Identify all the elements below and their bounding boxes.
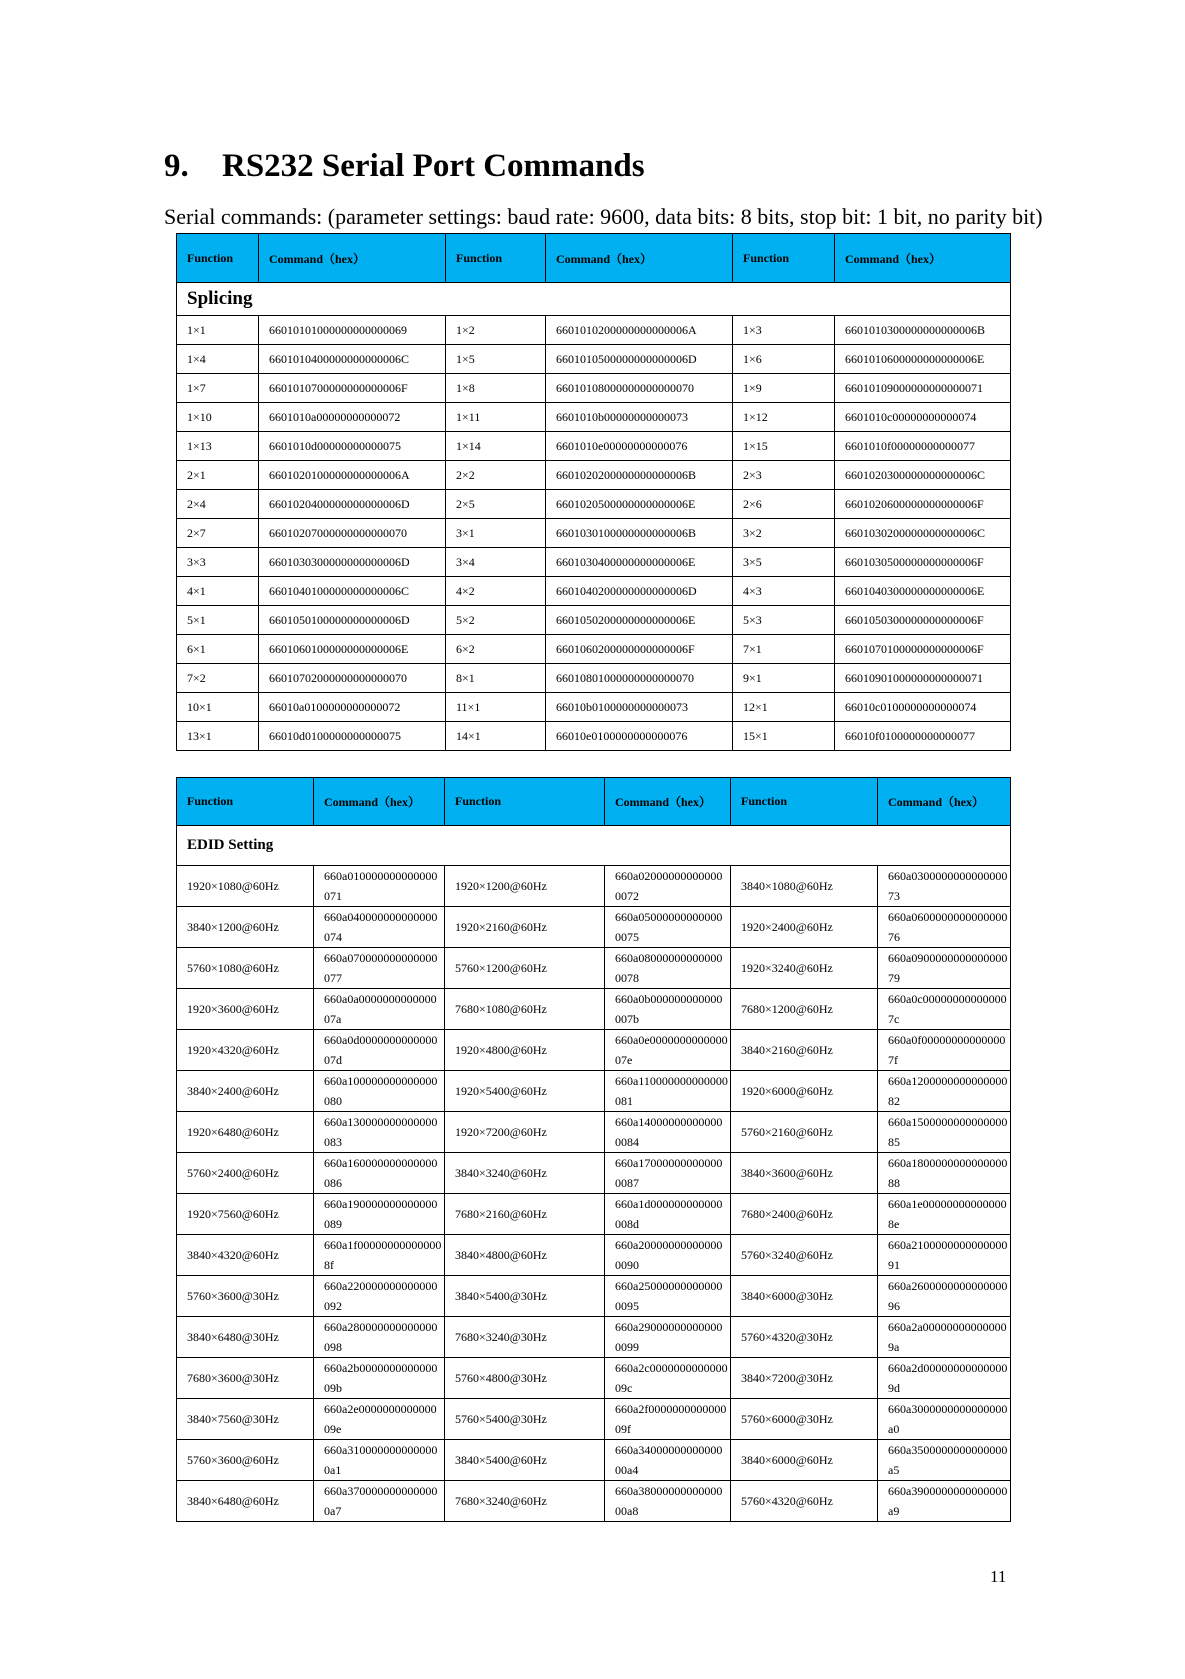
command-cell: 660a120000000000000082 — [878, 1071, 1011, 1112]
section-row — [177, 826, 1011, 866]
command-cell: 6601040100000000000006C — [259, 577, 446, 606]
command-cell: 660a1e000000000000008e — [878, 1194, 1011, 1235]
command-cell: 6601040200000000000006D — [546, 577, 733, 606]
function-cell: 5760×4320@30Hz — [731, 1317, 878, 1358]
page-number: 11 — [990, 1567, 1007, 1586]
table-row — [177, 1071, 1011, 1112]
command-cell: 660a110000000000000081 — [605, 1071, 731, 1112]
function-cell: 1×14 — [446, 432, 546, 461]
function-cell: 7680×3240@60Hz — [445, 1481, 605, 1522]
table-row — [177, 1317, 1011, 1358]
function-column-header: Function — [446, 234, 546, 283]
function-cell: 1920×3240@60Hz — [731, 948, 878, 989]
function-cell: 4×3 — [733, 577, 835, 606]
function-cell: 7×2 — [177, 664, 259, 693]
command-cell: 6601010c00000000000074 — [835, 403, 1011, 432]
function-cell: 5760×3600@30Hz — [177, 1276, 314, 1317]
function-cell: 5×3 — [733, 606, 835, 635]
function-cell: 3840×7560@30Hz — [177, 1399, 314, 1440]
command-cell: 6601010e00000000000076 — [546, 432, 733, 461]
command-cell: 66010109000000000000071 — [835, 374, 1011, 403]
command-cell: 660a260000000000000096 — [878, 1276, 1011, 1317]
command-cell: 6601020100000000000006A — [259, 461, 446, 490]
command-cell: 660a080000000000000078 — [605, 948, 731, 989]
command-column-header: Command（hex） — [259, 234, 446, 283]
function-cell: 6×1 — [177, 635, 259, 664]
command-cell: 66010901000000000000071 — [835, 664, 1011, 693]
function-cell: 3840×3240@60Hz — [445, 1153, 605, 1194]
function-cell: 1×11 — [446, 403, 546, 432]
table-row — [177, 577, 1011, 606]
function-cell: 14×1 — [446, 722, 546, 751]
function-cell: 8×1 — [446, 664, 546, 693]
function-cell: 1920×2400@60Hz — [731, 907, 878, 948]
function-cell: 7680×1200@60Hz — [731, 989, 878, 1030]
command-column-header: Command（hex） — [878, 778, 1011, 826]
function-cell: 3840×1080@60Hz — [731, 866, 878, 907]
command-cell: 660a290000000000000099 — [605, 1317, 731, 1358]
table-row — [177, 907, 1011, 948]
function-cell: 5×2 — [446, 606, 546, 635]
function-cell: 3840×4800@60Hz — [445, 1235, 605, 1276]
command-cell: 6601070100000000000006F — [835, 635, 1011, 664]
table-row — [177, 1235, 1011, 1276]
function-cell: 12×1 — [733, 693, 835, 722]
command-cell: 6601030400000000000006E — [546, 548, 733, 577]
command-cell: 660a010000000000000071 — [314, 866, 445, 907]
command-cell: 660a190000000000000089 — [314, 1194, 445, 1235]
function-cell: 1920×4800@60Hz — [445, 1030, 605, 1071]
function-cell: 5×1 — [177, 606, 259, 635]
function-cell: 3840×4320@60Hz — [177, 1235, 314, 1276]
table-row — [177, 664, 1011, 693]
section-row — [177, 283, 1011, 316]
page-title — [164, 144, 645, 188]
edid-table-body — [177, 826, 1011, 1522]
command-cell: 660a3700000000000000a7 — [314, 1481, 445, 1522]
table-row — [177, 1481, 1011, 1522]
function-cell: 5760×2160@60Hz — [731, 1112, 878, 1153]
table-row — [177, 866, 1011, 907]
command-cell: 660a1d000000000000008d — [605, 1194, 731, 1235]
function-cell: 6×2 — [446, 635, 546, 664]
command-cell: 660a150000000000000085 — [878, 1112, 1011, 1153]
command-cell: 6601010a00000000000072 — [259, 403, 446, 432]
command-cell: 6601030100000000000006B — [546, 519, 733, 548]
command-cell: 660a070000000000000077 — [314, 948, 445, 989]
table-row — [177, 432, 1011, 461]
function-cell: 1920×4320@60Hz — [177, 1030, 314, 1071]
table-row — [177, 1030, 1011, 1071]
command-cell: 6601010d00000000000075 — [259, 432, 446, 461]
function-cell: 3840×1200@60Hz — [177, 907, 314, 948]
function-cell: 2×1 — [177, 461, 259, 490]
table-header-row — [177, 234, 1011, 283]
command-cell: 660a100000000000000080 — [314, 1071, 445, 1112]
function-cell: 15×1 — [733, 722, 835, 751]
command-cell: 660a2f000000000000009f — [605, 1399, 731, 1440]
function-cell: 1920×1200@60Hz — [445, 866, 605, 907]
function-cell: 11×1 — [446, 693, 546, 722]
command-cell: 660a280000000000000098 — [314, 1317, 445, 1358]
function-cell: 3840×2160@60Hz — [731, 1030, 878, 1071]
command-cell: 660a0e000000000000007e — [605, 1030, 731, 1071]
function-cell: 1×3 — [733, 316, 835, 345]
command-cell: 660a3000000000000000a0 — [878, 1399, 1011, 1440]
command-cell: 660a1f000000000000008f — [314, 1235, 445, 1276]
function-cell: 1920×5400@60Hz — [445, 1071, 605, 1112]
command-cell: 660a040000000000000074 — [314, 907, 445, 948]
function-cell: 1×7 — [177, 374, 259, 403]
table-row — [177, 1153, 1011, 1194]
command-cell: 660a3500000000000000a5 — [878, 1440, 1011, 1481]
function-cell: 1920×3600@60Hz — [177, 989, 314, 1030]
command-cell: 6601030300000000000006D — [259, 548, 446, 577]
command-cell: 66010c0100000000000074 — [835, 693, 1011, 722]
function-cell: 1×4 — [177, 345, 259, 374]
function-cell: 1×6 — [733, 345, 835, 374]
function-cell: 10×1 — [177, 693, 259, 722]
section-title: RS232 Serial Port Commands — [222, 148, 645, 184]
function-cell: 1×10 — [177, 403, 259, 432]
function-cell: 5760×1080@60Hz — [177, 948, 314, 989]
command-cell: 6601020500000000000006E — [546, 490, 733, 519]
table-row — [177, 345, 1011, 374]
table-row — [177, 606, 1011, 635]
function-cell: 2×6 — [733, 490, 835, 519]
table-row — [177, 1194, 1011, 1235]
command-cell: 660a0f000000000000007f — [878, 1030, 1011, 1071]
table-row — [177, 1440, 1011, 1481]
function-cell: 3840×5400@30Hz — [445, 1276, 605, 1317]
function-cell: 7×1 — [733, 635, 835, 664]
table-row — [177, 1358, 1011, 1399]
command-cell: 6601030200000000000006C — [835, 519, 1011, 548]
command-cell: 66010108000000000000070 — [546, 374, 733, 403]
function-cell: 5760×6000@30Hz — [731, 1399, 878, 1440]
function-column-header: Function — [731, 778, 878, 826]
command-cell: 6601020400000000000006D — [259, 490, 446, 519]
function-cell: 5760×4320@60Hz — [731, 1481, 878, 1522]
splicing-table-body — [177, 283, 1011, 751]
table-row — [177, 461, 1011, 490]
command-cell: 660a2a000000000000009a — [878, 1317, 1011, 1358]
command-cell: 6601010300000000000006B — [835, 316, 1011, 345]
table-row — [177, 403, 1011, 432]
table-row — [177, 1276, 1011, 1317]
function-cell: 13×1 — [177, 722, 259, 751]
section-number: 9. — [164, 148, 189, 184]
table-row — [177, 548, 1011, 577]
function-cell: 1×15 — [733, 432, 835, 461]
function-cell: 3840×7200@30Hz — [731, 1358, 878, 1399]
command-cell: 660a030000000000000073 — [878, 866, 1011, 907]
splicing-command-table — [176, 233, 1011, 751]
command-cell: 66010a0100000000000072 — [259, 693, 446, 722]
function-cell: 2×2 — [446, 461, 546, 490]
table-row — [177, 316, 1011, 345]
function-cell: 3×1 — [446, 519, 546, 548]
command-cell: 6601060200000000000006F — [546, 635, 733, 664]
table-row — [177, 635, 1011, 664]
function-cell: 1920×2160@60Hz — [445, 907, 605, 948]
function-cell: 5760×2400@60Hz — [177, 1153, 314, 1194]
function-cell: 1×2 — [446, 316, 546, 345]
command-cell: 660a140000000000000084 — [605, 1112, 731, 1153]
function-cell: 7680×1080@60Hz — [445, 989, 605, 1030]
function-column-header: Function — [177, 234, 259, 283]
function-cell: 1×13 — [177, 432, 259, 461]
command-cell: 660a250000000000000095 — [605, 1276, 731, 1317]
function-cell: 5760×3600@60Hz — [177, 1440, 314, 1481]
command-cell: 660a2c000000000000009c — [605, 1358, 731, 1399]
function-cell: 9×1 — [733, 664, 835, 693]
function-cell: 5760×5400@30Hz — [445, 1399, 605, 1440]
table-header-row — [177, 778, 1011, 826]
command-cell: 6601010200000000000006A — [546, 316, 733, 345]
command-cell: 6601030500000000000006F — [835, 548, 1011, 577]
function-cell: 7680×3600@30Hz — [177, 1358, 314, 1399]
command-cell: 6601010500000000000006D — [546, 345, 733, 374]
command-cell: 660a180000000000000088 — [878, 1153, 1011, 1194]
command-cell: 6601020300000000000006C — [835, 461, 1011, 490]
command-cell: 66010207000000000000070 — [259, 519, 446, 548]
table-row — [177, 490, 1011, 519]
command-cell: 660a050000000000000075 — [605, 907, 731, 948]
function-cell: 1×5 — [446, 345, 546, 374]
command-cell: 660a200000000000000090 — [605, 1235, 731, 1276]
edid-section-label: EDID Setting — [177, 826, 1011, 866]
function-cell: 7680×3240@30Hz — [445, 1317, 605, 1358]
command-cell: 660a130000000000000083 — [314, 1112, 445, 1153]
table-row — [177, 1112, 1011, 1153]
command-cell: 660a060000000000000076 — [878, 907, 1011, 948]
command-cell: 660a210000000000000091 — [878, 1235, 1011, 1276]
command-cell: 660a0b000000000000007b — [605, 989, 731, 1030]
command-column-header: Command（hex） — [835, 234, 1011, 283]
function-cell: 4×1 — [177, 577, 259, 606]
table-row — [177, 374, 1011, 403]
command-cell: 660a3400000000000000a4 — [605, 1440, 731, 1481]
function-cell: 1×12 — [733, 403, 835, 432]
edid-command-table — [176, 777, 1011, 1522]
function-cell: 3840×6480@60Hz — [177, 1481, 314, 1522]
command-column-header: Command（hex） — [546, 234, 733, 283]
command-cell: 660a020000000000000072 — [605, 866, 731, 907]
command-cell: 660a3100000000000000a1 — [314, 1440, 445, 1481]
function-cell: 1×8 — [446, 374, 546, 403]
command-cell: 6601010600000000000006E — [835, 345, 1011, 374]
command-cell: 66010f0100000000000077 — [835, 722, 1011, 751]
function-cell: 1920×7560@60Hz — [177, 1194, 314, 1235]
function-cell: 3×5 — [733, 548, 835, 577]
function-cell: 3840×6480@30Hz — [177, 1317, 314, 1358]
command-column-header: Command（hex） — [605, 778, 731, 826]
function-cell: 1920×6000@60Hz — [731, 1071, 878, 1112]
command-cell: 66010b0100000000000073 — [546, 693, 733, 722]
function-cell: 5760×4800@30Hz — [445, 1358, 605, 1399]
function-cell: 3×2 — [733, 519, 835, 548]
function-cell: 2×4 — [177, 490, 259, 519]
command-cell: 66010702000000000000070 — [259, 664, 446, 693]
command-cell: 660a0c000000000000007c — [878, 989, 1011, 1030]
command-cell: 660a0d000000000000007d — [314, 1030, 445, 1071]
function-cell: 2×7 — [177, 519, 259, 548]
function-cell: 3840×5400@60Hz — [445, 1440, 605, 1481]
command-cell: 66010801000000000000070 — [546, 664, 733, 693]
command-cell: 6601040300000000000006E — [835, 577, 1011, 606]
function-column-header: Function — [733, 234, 835, 283]
command-cell: 660a0a000000000000007a — [314, 989, 445, 1030]
command-cell: 66010d0100000000000075 — [259, 722, 446, 751]
function-cell: 3840×6000@60Hz — [731, 1440, 878, 1481]
command-cell: 6601050100000000000006D — [259, 606, 446, 635]
command-cell: 66010101000000000000069 — [259, 316, 446, 345]
function-cell: 3×4 — [446, 548, 546, 577]
function-column-header: Function — [445, 778, 605, 826]
table-row — [177, 519, 1011, 548]
table-row — [177, 948, 1011, 989]
command-cell: 66010e0100000000000076 — [546, 722, 733, 751]
function-cell: 1920×6480@60Hz — [177, 1112, 314, 1153]
command-cell: 660a2b000000000000009b — [314, 1358, 445, 1399]
table-row — [177, 722, 1011, 751]
command-cell: 660a170000000000000087 — [605, 1153, 731, 1194]
table-row — [177, 693, 1011, 722]
function-cell: 7680×2400@60Hz — [731, 1194, 878, 1235]
command-cell: 6601060100000000000006E — [259, 635, 446, 664]
serial-settings-description: Serial commands: (parameter settings: baud rate: 9600, data bits: 8 bits, stop bit: 1 bit, no parity bit) — [164, 204, 1043, 229]
command-cell: 660a2e000000000000009e — [314, 1399, 445, 1440]
function-cell: 1920×7200@60Hz — [445, 1112, 605, 1153]
command-cell: 6601010700000000000006F — [259, 374, 446, 403]
function-cell: 1920×1080@60Hz — [177, 866, 314, 907]
command-column-header: Command（hex） — [314, 778, 445, 826]
function-cell: 4×2 — [446, 577, 546, 606]
command-cell: 6601050200000000000006E — [546, 606, 733, 635]
command-cell: 660a220000000000000092 — [314, 1276, 445, 1317]
function-cell: 3840×3600@60Hz — [731, 1153, 878, 1194]
command-cell: 660a3900000000000000a9 — [878, 1481, 1011, 1522]
command-cell: 660a090000000000000079 — [878, 948, 1011, 989]
command-cell: 6601020600000000000006F — [835, 490, 1011, 519]
function-cell: 2×3 — [733, 461, 835, 490]
command-cell: 6601050300000000000006F — [835, 606, 1011, 635]
function-cell: 3840×6000@30Hz — [731, 1276, 878, 1317]
command-cell: 6601020200000000000006B — [546, 461, 733, 490]
splicing-section-label: Splicing — [177, 283, 1011, 316]
command-cell: 660a160000000000000086 — [314, 1153, 445, 1194]
function-cell: 2×5 — [446, 490, 546, 519]
function-cell: 1×9 — [733, 374, 835, 403]
table-row — [177, 1399, 1011, 1440]
function-cell: 5760×1200@60Hz — [445, 948, 605, 989]
command-cell: 6601010400000000000006C — [259, 345, 446, 374]
command-cell: 6601010b00000000000073 — [546, 403, 733, 432]
function-cell: 3840×2400@60Hz — [177, 1071, 314, 1112]
function-cell: 3×3 — [177, 548, 259, 577]
function-column-header: Function — [177, 778, 314, 826]
function-cell: 5760×3240@60Hz — [731, 1235, 878, 1276]
command-cell: 660a2d000000000000009d — [878, 1358, 1011, 1399]
command-cell: 6601010f00000000000077 — [835, 432, 1011, 461]
command-cell: 660a3800000000000000a8 — [605, 1481, 731, 1522]
table-row — [177, 989, 1011, 1030]
function-cell: 1×1 — [177, 316, 259, 345]
function-cell: 7680×2160@60Hz — [445, 1194, 605, 1235]
